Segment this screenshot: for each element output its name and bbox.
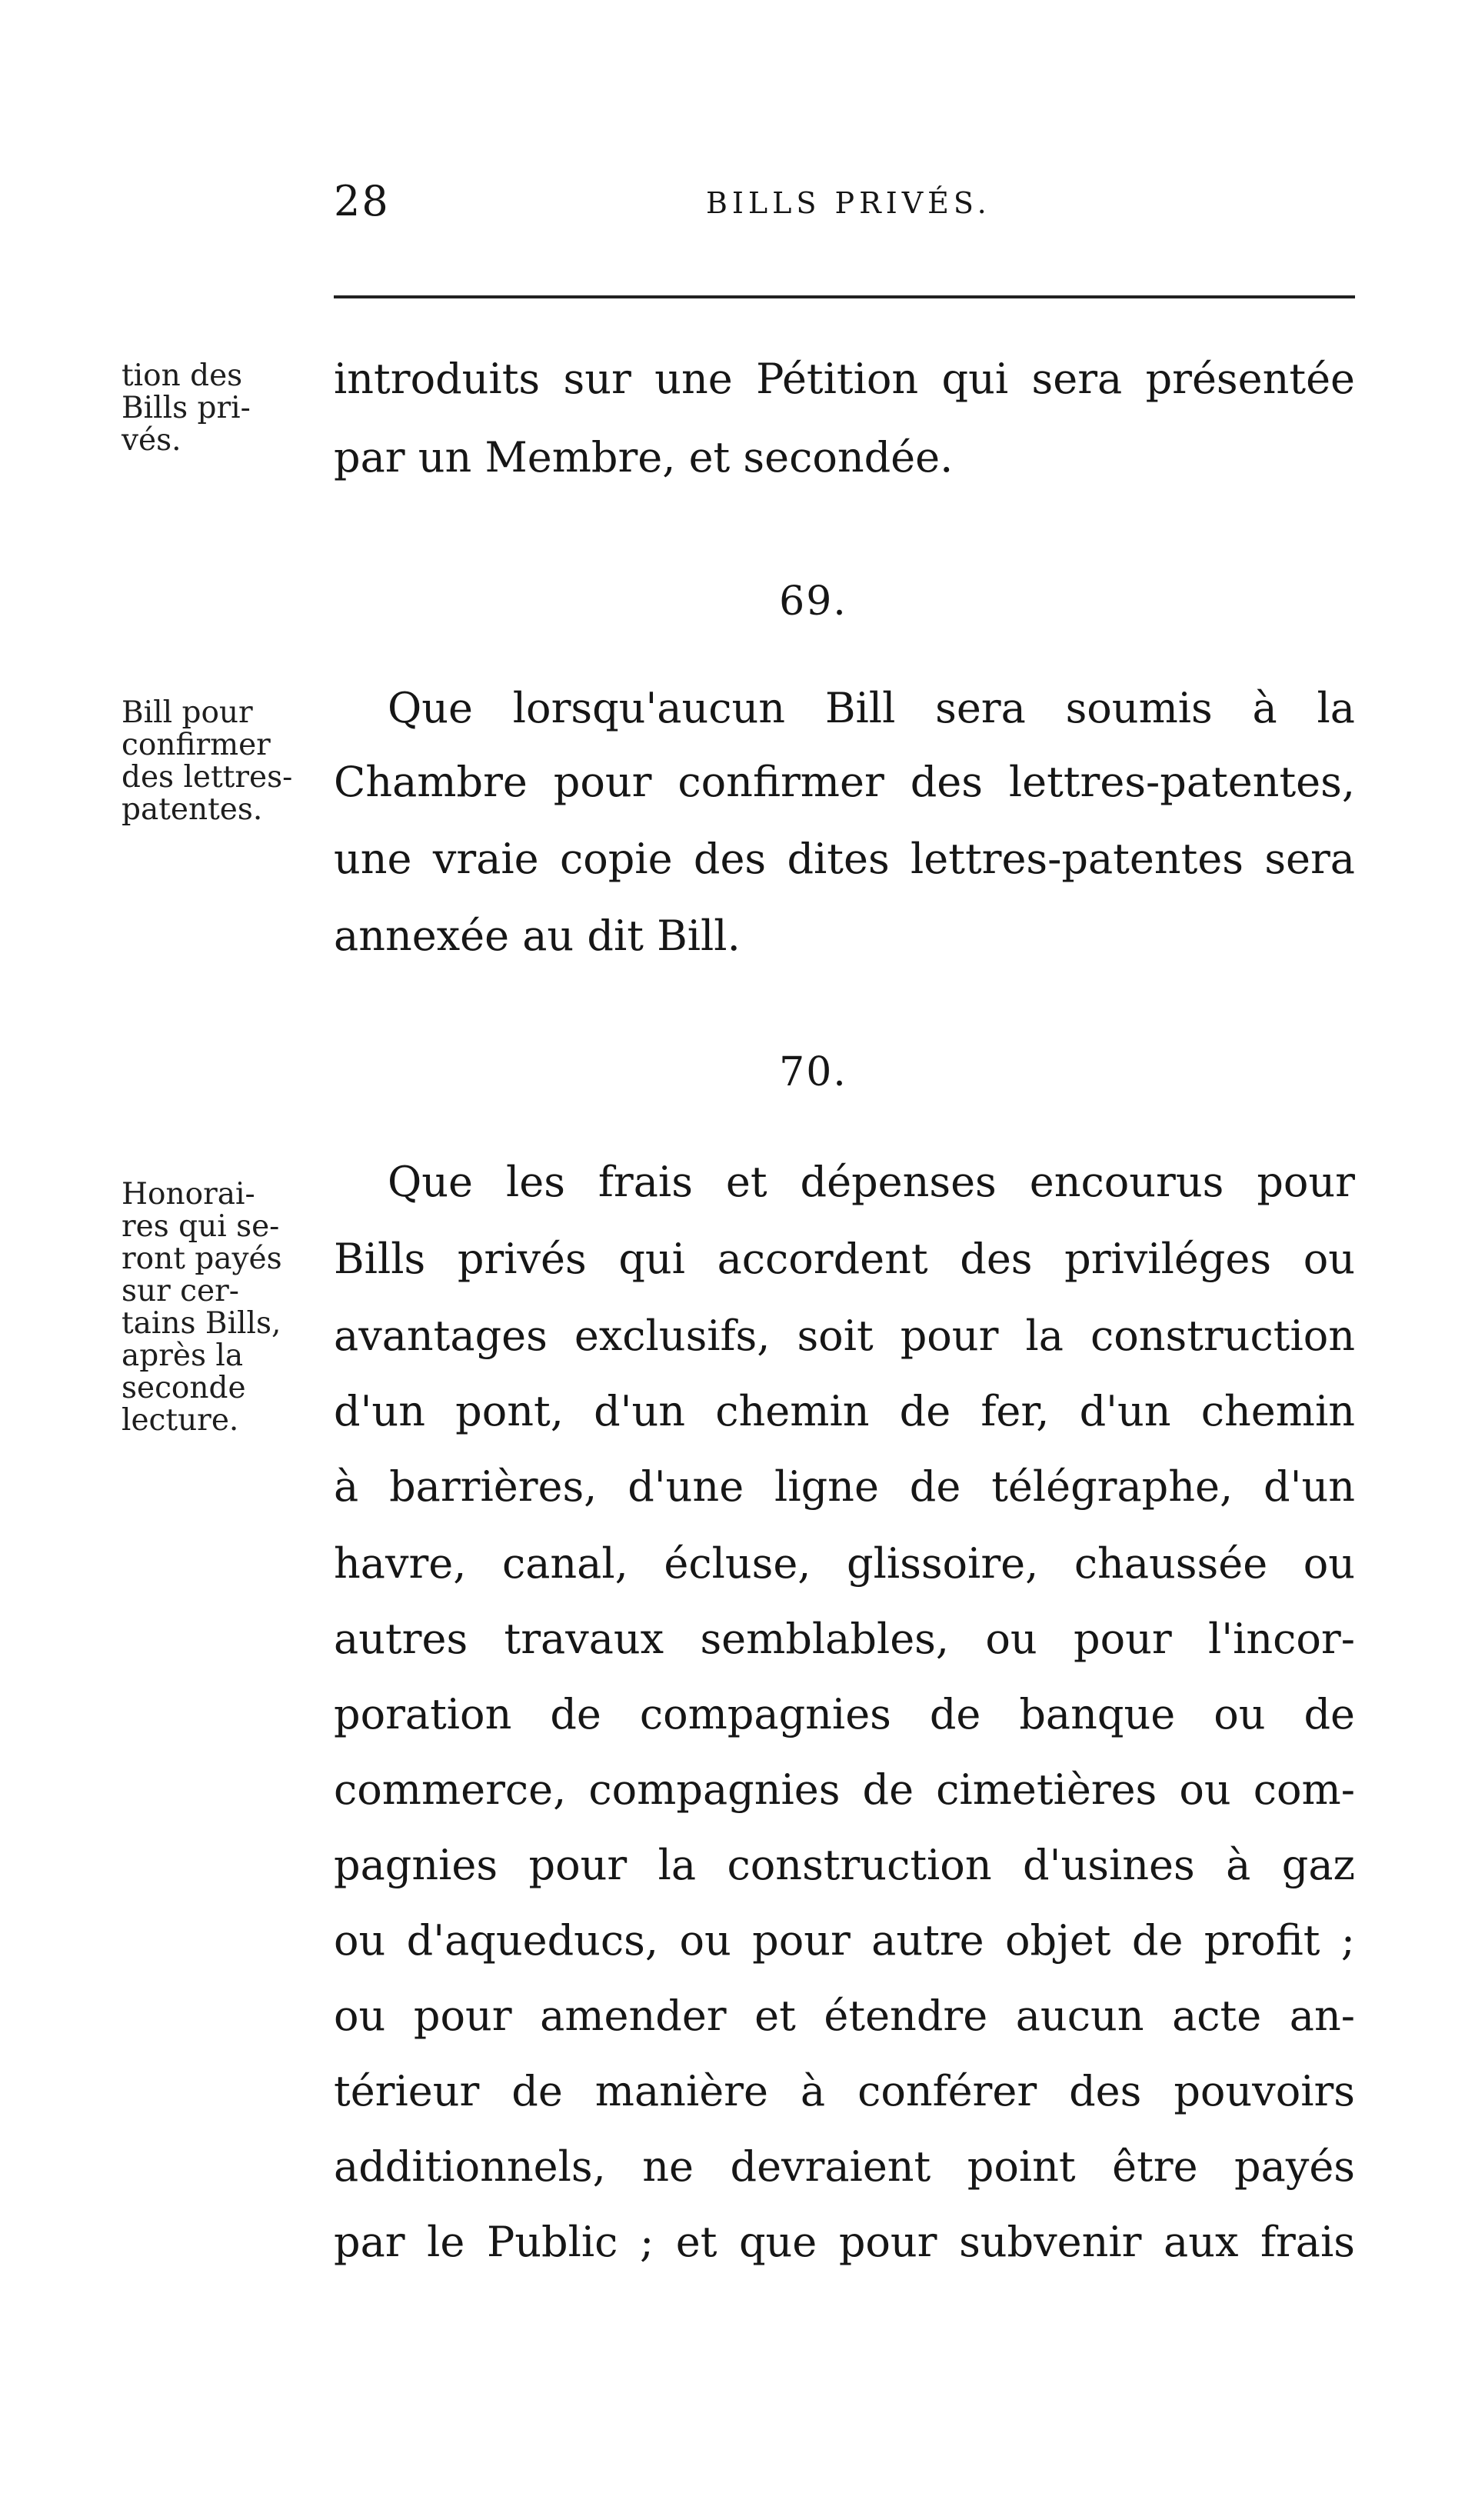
- margin-note-line: ront payés: [122, 1242, 282, 1276]
- body-line: une vraie copie des dites lettres-patentes sera: [334, 835, 1355, 883]
- body-line: introduits sur une Pétition qui sera présentée: [334, 355, 1355, 403]
- body-line: ou d'aqueducs, ou pour autre objet de profit ;: [334, 1916, 1355, 1965]
- margin-note-line: tion des: [122, 358, 243, 393]
- margin-note-line: Bills pri-: [122, 391, 251, 425]
- header-rule: [334, 295, 1355, 298]
- body-line: havre, canal, écluse, glissoire, chaussée ou: [334, 1539, 1355, 1588]
- body-line: à barrières, d'une ligne de télégraphe, d'un: [334, 1462, 1355, 1511]
- margin-note-line: res qui se-: [122, 1209, 280, 1244]
- body-line: pagnies pour la construction d'usines à gaz: [334, 1841, 1355, 1889]
- body-line: autres travaux semblables, ou pour l'incor-: [334, 1615, 1355, 1663]
- margin-note-line: lecture.: [122, 1403, 239, 1438]
- body-line: Que lorsqu'aucun Bill sera soumis à la: [388, 684, 1355, 732]
- body-line: commerce, compagnies de cimetières ou com-: [334, 1765, 1355, 1814]
- body-line: avantages exclusifs, soit pour la construction: [334, 1312, 1355, 1360]
- margin-note-line: Bill pour: [122, 695, 253, 730]
- body-line: poration de compagnies de banque ou de: [334, 1690, 1355, 1738]
- body-line: par le Public ; et que pour subvenir aux frais: [334, 2218, 1355, 2266]
- body-line: térieur de manière à conférer des pouvoirs: [334, 2067, 1355, 2115]
- margin-note-line: patentes.: [122, 792, 263, 827]
- margin-note-line: tains Bills,: [122, 1306, 281, 1341]
- body-line: Chambre pour confirmer des lettres-patentes,: [334, 758, 1355, 806]
- section-number-69: 69.: [779, 578, 847, 625]
- body-line: Bills privés qui accordent des priviléges ou: [334, 1235, 1355, 1283]
- margin-note-line: confirmer: [122, 728, 271, 762]
- page-number: 28: [334, 177, 390, 225]
- margin-note-petition: [122, 360, 314, 457]
- margin-note-line: sur cer-: [122, 1274, 239, 1308]
- body-line: additionnels, ne devraient point être payés: [334, 2142, 1355, 2191]
- margin-note-line: vés.: [122, 423, 181, 458]
- margin-note-line: après la: [122, 1338, 244, 1373]
- margin-note-lettres-patentes: [122, 697, 314, 826]
- section-number-70: 70.: [779, 1049, 847, 1095]
- margin-note-line: seconde: [122, 1371, 246, 1405]
- body-line: annexée au dit Bill.: [334, 912, 741, 960]
- margin-note-line: des lettres-: [122, 760, 293, 795]
- body-line: d'un pont, d'un chemin de fer, d'un chemin: [334, 1387, 1355, 1435]
- running-head: [0, 171, 1465, 240]
- margin-note-honoraires: [122, 1178, 314, 1437]
- body-line: Que les frais et dépenses encourus pour: [388, 1158, 1355, 1206]
- running-title: BILLS PRIVÉS.: [706, 186, 991, 220]
- margin-note-line: Honorai-: [122, 1177, 255, 1212]
- body-line: par un Membre, et secondée.: [334, 433, 954, 482]
- body-line: ou pour amender et étendre aucun acte an-: [334, 1992, 1355, 2040]
